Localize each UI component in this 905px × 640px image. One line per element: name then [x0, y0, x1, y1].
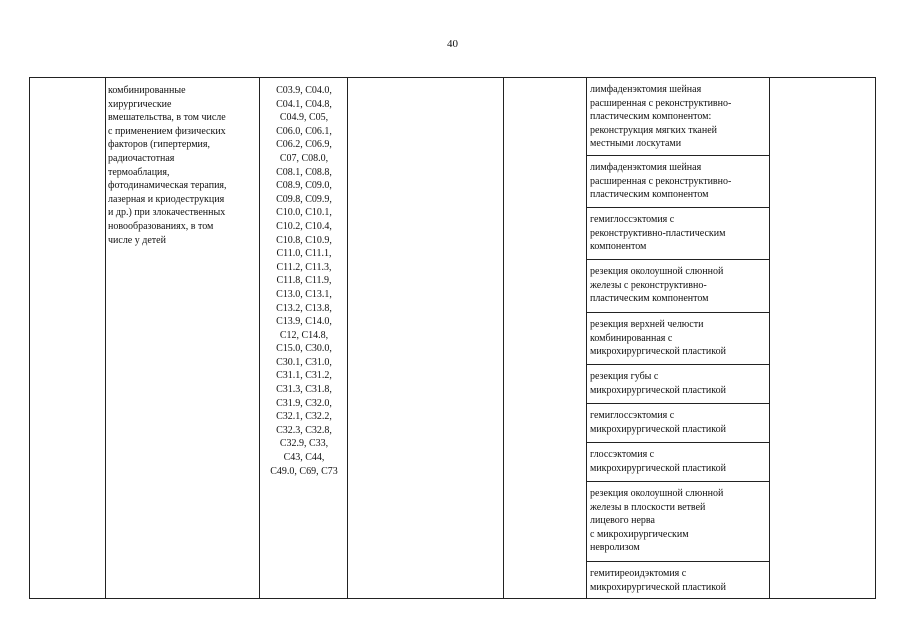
- operation-text: резекция околоушной слюнной железы с реконструктивно- пластическим компонентом: [590, 266, 724, 305]
- operation-cell: [586, 443, 769, 482]
- operation-text: резекция околоушной слюнной железы в плоскости ветвей лицевого нерва с микрохирургическим невролизом: [590, 488, 724, 554]
- operations-column: [586, 78, 769, 598]
- operation-cell: [586, 482, 769, 562]
- page-number: 40: [447, 38, 458, 50]
- operation-text: гемиглоссэктомия с микрохирургической пластикой: [590, 410, 726, 435]
- diagnosis-codes: C03.9, C04.0, C04.1, C04.8, C04.9, C05, C06.0, C06.1, C06.2, C06.9, C07, C08.0, C08.1, C08.8, C08.9, C09.0, C09.8, C09.9, C10.0, C10.1, C10.2, C10.4, C10.8, C10.9, C11.0, C11.1, C11.2, C11.3, C11.8, C11.9, C13.0, C13.1, C13.2, C13.8, C13.9, C14.0, C12, C14.8, C15.0, C30.0, C30.1, C31.0, C31.1, C31.2, C31.3, C31.8, C31.9, C32.0, C32.1, C32.2, C32.3, C32.8, C32.9, C33, C43, C44, C49.0, C69, C73: [270, 85, 338, 477]
- operation-text: гемитиреоидэктомия с микрохирургической пластикой: [590, 568, 726, 593]
- operation-text: гемиглоссэктомия с реконструктивно-пластическим компонентом: [590, 214, 726, 253]
- operation-text: резекция губы с микрохирургической пластикой: [590, 371, 726, 396]
- procedures-table: [29, 77, 876, 599]
- operation-cell: [586, 208, 769, 260]
- column-divider: [503, 78, 504, 598]
- operation-cell: [586, 156, 769, 208]
- operation-text: лимфаденэктомия шейная расширенная с реконструктивно- пластическим компонентом: [590, 162, 732, 201]
- operation-text: глоссэктомия с микрохирургической пластикой: [590, 449, 726, 474]
- operation-cell: [586, 78, 769, 156]
- treatment-description: комбинированные хирургические вмешательства, в том числе с применением физических факторов (гипертермия, радиочастотная термоаблация, фотодинамическая терапия, лазерная и криодеструкция и др.) при злокачественных новообразованиях, в том числе у детей: [108, 85, 227, 246]
- operation-cell: [586, 365, 769, 404]
- operation-cell: [586, 260, 769, 313]
- column-divider: [105, 78, 106, 598]
- operation-cell: [586, 562, 769, 599]
- operation-cell: [586, 404, 769, 443]
- operation-text: лимфаденэктомия шейная расширенная с реконструктивно- пластическим компонентом: реконструкция мягких тканей местными лоскутами: [590, 84, 732, 150]
- operation-text: резекция верхней челюсти комбинированная с микрохирургической пластикой: [590, 319, 726, 358]
- operation-cell: [586, 313, 769, 365]
- column-divider: [769, 78, 770, 598]
